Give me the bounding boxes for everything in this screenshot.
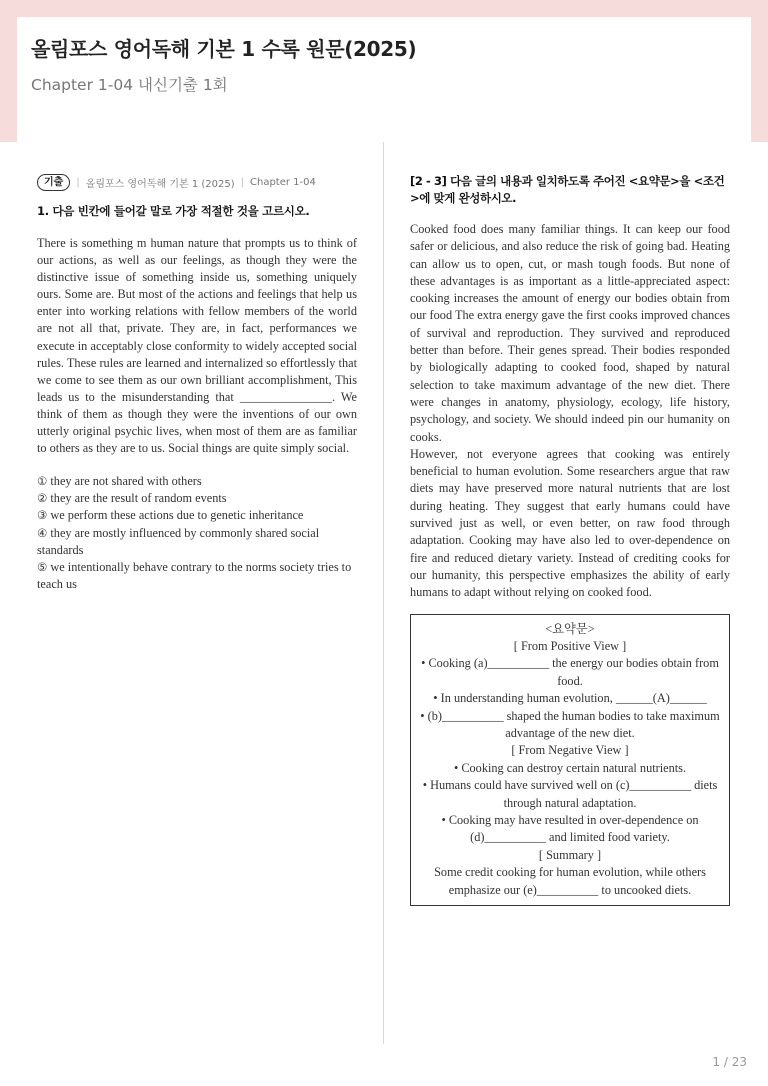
page-number: 1 / 23: [712, 1055, 747, 1069]
option-text: we intentionally behave contrary to the norms society tries to teach us: [37, 559, 352, 591]
summary-line: [ Summary ]: [538, 847, 602, 862]
option-text: they are mostly influenced by commonly shared social standards: [37, 525, 320, 557]
summary-line: • Cooking can destroy certain natural nutrients.: [453, 760, 687, 775]
column-divider: [383, 142, 384, 1044]
meta-separator: |: [76, 176, 80, 188]
passage-paragraph: Cooked food does many familiar things. It can keep our food safer or delicious, and also reduce the risk of going bad. Heating can allow us to open, cut, or mash tough foods. But none of these advantages is as important as a little-appreciated aspect: cooking increases the amount of energy our bodies obtain from our food The extra energy gave the first cooks improved chances of survival and reproduction. They survived and reproduced better than before. Their genes spread. Their bodies responded by biologically adapting to cooked food, shaped by natural selection to take maximum advantage of the new diet. There were changes in anatomy, physiology, ecology, life history, psychology, and society. We should indeed pin our humanity on cooks.: [410, 222, 730, 444]
question-1-column: [37, 173, 357, 593]
summary-line: • Humans could have survived well on (c)__________ diets through natural adaptation.: [422, 778, 718, 810]
question-1-title: 1. 다음 빈칸에 들어갈 말로 가장 적절한 것을 고르시오.: [37, 204, 310, 218]
option-text: we perform these actions due to genetic inheritance: [50, 508, 304, 523]
answer-option: [37, 473, 357, 490]
question-2-passage: [410, 221, 730, 602]
summary-line: • Cooking may have resulted in over-dependence on (d)__________ and limited food variety.: [441, 813, 699, 845]
page-subtitle: Chapter 1-04 내신기출 1회: [31, 76, 228, 94]
summary-heading: <요약문>: [545, 621, 595, 636]
summary-line: Some credit cooking for human evolution, while others emphasize our (e)__________ to uncooked diets.: [434, 865, 706, 897]
chapter-label: Chapter 1-04: [250, 176, 316, 188]
summary-line: • In understanding human evolution, ______(A)______: [433, 691, 707, 706]
option-text: they are not shared with others: [50, 474, 202, 489]
question-2-column: [410, 173, 730, 906]
summary-line: • (b)__________ shaped the human bodies to take maximum advantage of the new diet.: [420, 708, 720, 740]
source-label: 올림포스 영어독해 기본 1 (2025): [85, 178, 235, 190]
answer-options: [37, 473, 357, 593]
option-number: ⑤: [37, 559, 48, 574]
summary-line: [ From Negative View ]: [511, 743, 629, 758]
question-meta: [37, 173, 357, 191]
question-1-passage: There is something m human nature that prompts us to think of our actions, as well as our feelings, as though they were the distinctive issue of something inside us, something uniquely ours. Some are. But most of the actions and feelings that help us enter into working relations with fellow members of the world are not all that, private. They are, in fact, performances we execute in acceptably close conformity to widely accepted social rules. These rules are learned and internalized so effortlessly that we come to see them as our own brilliant accomplishment, This leads us to the misunderstanding that _______________. We think of them as though they were the inventions of our own utterly original psychic lives, when most of them are as familiar to others as they are to us. Social things are quite simply social.: [37, 236, 357, 456]
option-number: ④: [37, 525, 48, 540]
meta-separator: |: [240, 176, 245, 188]
option-number: ③: [37, 508, 48, 523]
answer-option: [37, 525, 357, 559]
option-number: ②: [37, 491, 48, 506]
summary-line: • Cooking (a)__________ the energy our bodies obtain from food.: [421, 656, 719, 688]
summary-line: [ From Positive View ]: [513, 638, 627, 653]
answer-option: [37, 559, 357, 593]
option-number: ①: [37, 474, 48, 489]
summary-box: [410, 614, 730, 907]
source-tag-badge: 기출: [37, 174, 70, 191]
answer-option: [37, 490, 357, 507]
page-title: 올림포스 영어독해 기본 1 수록 원문(2025): [31, 37, 417, 61]
question-2-title: [2 - 3] 다음 글의 내용과 일치하도록 주어진 <요약문>을 <조건>에 맞게 완성하시오.: [410, 174, 725, 205]
answer-option: [37, 507, 357, 524]
option-text: they are the result of random events: [50, 491, 227, 506]
passage-paragraph: However, not everyone agrees that cooking was entirely beneficial to human evolution. Some researchers argue that raw diets may have preserved more natural nutrients that are lost during heating. They suggest that early humans could have survived just as well, or even better, on raw food through adaptation. Cooking may have also led to over-dependence on fire and reduced dietary variety. Instead of crediting cooks for our humanity, this perspective emphasizes the ability of early humans to adapt without relying on cooked food.: [410, 446, 730, 600]
